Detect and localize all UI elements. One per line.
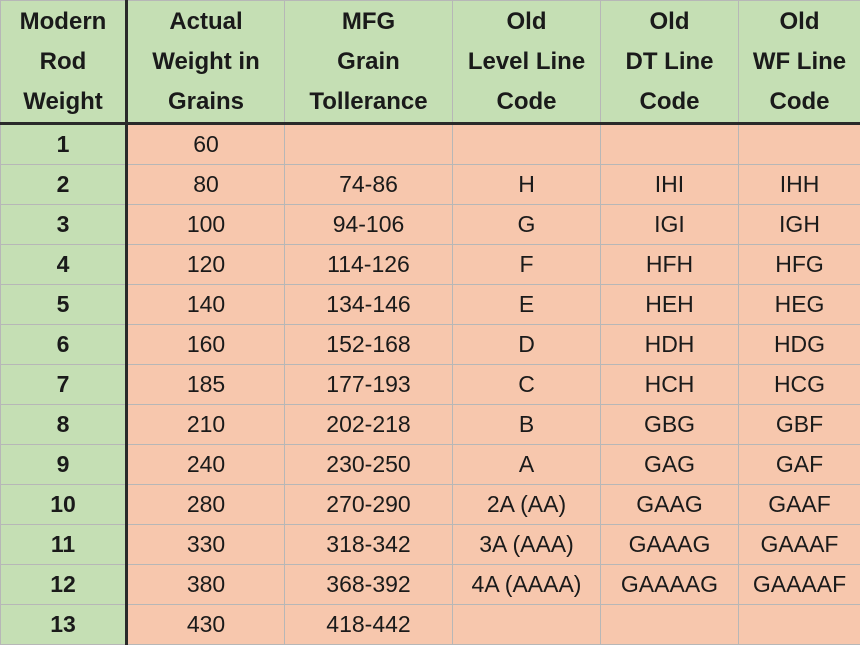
cell-tolerance: 177-193 <box>285 365 453 405</box>
cell-actual-weight: 280 <box>127 485 285 525</box>
cell-dt-line-code <box>601 605 739 645</box>
header-line: Rod <box>1 42 125 82</box>
cell-actual-weight: 210 <box>127 405 285 445</box>
table-body <box>1 124 860 645</box>
table-row <box>1 205 860 245</box>
cell-actual-weight: 185 <box>127 365 285 405</box>
cell-rod-weight: 12 <box>1 565 127 605</box>
cell-wf-line-code: HEG <box>739 285 860 325</box>
cell-actual-weight: 160 <box>127 325 285 365</box>
table-row <box>1 405 860 445</box>
cell-dt-line-code: IGI <box>601 205 739 245</box>
cell-rod-weight: 10 <box>1 485 127 525</box>
cell-actual-weight: 80 <box>127 165 285 205</box>
cell-wf-line-code: HDG <box>739 325 860 365</box>
cell-actual-weight: 380 <box>127 565 285 605</box>
table-header <box>1 1 860 124</box>
cell-wf-line-code: HFG <box>739 245 860 285</box>
cell-level-line-code: H <box>453 165 601 205</box>
header-line: Weight <box>1 82 125 122</box>
table-row <box>1 525 860 565</box>
header-line: Old <box>739 2 860 42</box>
cell-dt-line-code: GAAAG <box>601 525 739 565</box>
cell-dt-line-code: HDH <box>601 325 739 365</box>
header-line: DT Line <box>601 42 738 82</box>
cell-actual-weight: 240 <box>127 445 285 485</box>
cell-level-line-code: A <box>453 445 601 485</box>
cell-tolerance: 270-290 <box>285 485 453 525</box>
table-row <box>1 124 860 165</box>
header-level-line-code <box>453 1 601 124</box>
cell-rod-weight: 4 <box>1 245 127 285</box>
table-row <box>1 445 860 485</box>
cell-actual-weight: 430 <box>127 605 285 645</box>
cell-tolerance: 318-342 <box>285 525 453 565</box>
cell-dt-line-code <box>601 124 739 165</box>
cell-wf-line-code: GAAF <box>739 485 860 525</box>
cell-level-line-code: E <box>453 285 601 325</box>
header-row <box>1 1 860 124</box>
cell-wf-line-code: GAAAF <box>739 525 860 565</box>
header-dt-line-code <box>601 1 739 124</box>
header-line: Weight in <box>128 42 284 82</box>
table-row <box>1 485 860 525</box>
cell-rod-weight: 8 <box>1 405 127 445</box>
cell-level-line-code: D <box>453 325 601 365</box>
cell-level-line-code: F <box>453 245 601 285</box>
header-line: Old <box>601 2 738 42</box>
cell-wf-line-code: GAAAAF <box>739 565 860 605</box>
cell-tolerance: 94-106 <box>285 205 453 245</box>
header-line: Code <box>453 82 600 122</box>
cell-actual-weight: 60 <box>127 124 285 165</box>
table-row <box>1 605 860 645</box>
cell-dt-line-code: GBG <box>601 405 739 445</box>
cell-wf-line-code: GAF <box>739 445 860 485</box>
cell-tolerance: 114-126 <box>285 245 453 285</box>
table-row <box>1 285 860 325</box>
header-line: Tollerance <box>285 82 452 122</box>
cell-level-line-code: G <box>453 205 601 245</box>
header-line: Old <box>453 2 600 42</box>
cell-tolerance: 74-86 <box>285 165 453 205</box>
cell-level-line-code: C <box>453 365 601 405</box>
cell-tolerance: 202-218 <box>285 405 453 445</box>
header-line: Actual <box>128 2 284 42</box>
header-modern-rod-weight <box>1 1 127 124</box>
header-mfg-tolerance <box>285 1 453 124</box>
cell-wf-line-code: GBF <box>739 405 860 445</box>
header-line: WF Line <box>739 42 860 82</box>
header-wf-line-code <box>739 1 860 124</box>
header-line: Modern <box>1 2 125 42</box>
cell-rod-weight: 3 <box>1 205 127 245</box>
cell-level-line-code: B <box>453 405 601 445</box>
cell-level-line-code <box>453 124 601 165</box>
table-row <box>1 165 860 205</box>
cell-tolerance: 418-442 <box>285 605 453 645</box>
cell-wf-line-code: HCG <box>739 365 860 405</box>
table-row <box>1 365 860 405</box>
header-line: Code <box>739 82 860 122</box>
cell-rod-weight: 7 <box>1 365 127 405</box>
cell-level-line-code <box>453 605 601 645</box>
cell-rod-weight: 11 <box>1 525 127 565</box>
cell-dt-line-code: IHI <box>601 165 739 205</box>
header-line: Grain <box>285 42 452 82</box>
cell-rod-weight: 13 <box>1 605 127 645</box>
cell-wf-line-code: IGH <box>739 205 860 245</box>
cell-wf-line-code <box>739 605 860 645</box>
cell-level-line-code: 2A (AA) <box>453 485 601 525</box>
cell-level-line-code: 3A (AAA) <box>453 525 601 565</box>
cell-rod-weight: 5 <box>1 285 127 325</box>
header-line: MFG <box>285 2 452 42</box>
cell-tolerance: 368-392 <box>285 565 453 605</box>
header-line: Level Line <box>453 42 600 82</box>
cell-tolerance: 152-168 <box>285 325 453 365</box>
cell-actual-weight: 120 <box>127 245 285 285</box>
cell-dt-line-code: GAAG <box>601 485 739 525</box>
table-row <box>1 245 860 285</box>
cell-dt-line-code: GAG <box>601 445 739 485</box>
cell-dt-line-code: GAAAAG <box>601 565 739 605</box>
cell-actual-weight: 330 <box>127 525 285 565</box>
cell-wf-line-code: IHH <box>739 165 860 205</box>
header-line: Code <box>601 82 738 122</box>
table-row <box>1 325 860 365</box>
cell-rod-weight: 6 <box>1 325 127 365</box>
cell-dt-line-code: HCH <box>601 365 739 405</box>
cell-level-line-code: 4A (AAAA) <box>453 565 601 605</box>
table-row <box>1 565 860 605</box>
cell-tolerance: 230-250 <box>285 445 453 485</box>
header-line: Grains <box>128 82 284 122</box>
cell-rod-weight: 2 <box>1 165 127 205</box>
cell-actual-weight: 100 <box>127 205 285 245</box>
cell-rod-weight: 1 <box>1 124 127 165</box>
cell-wf-line-code <box>739 124 860 165</box>
cell-rod-weight: 9 <box>1 445 127 485</box>
cell-dt-line-code: HEH <box>601 285 739 325</box>
cell-actual-weight: 140 <box>127 285 285 325</box>
cell-dt-line-code: HFH <box>601 245 739 285</box>
header-actual-weight <box>127 1 285 124</box>
cell-tolerance: 134-146 <box>285 285 453 325</box>
cell-tolerance <box>285 124 453 165</box>
